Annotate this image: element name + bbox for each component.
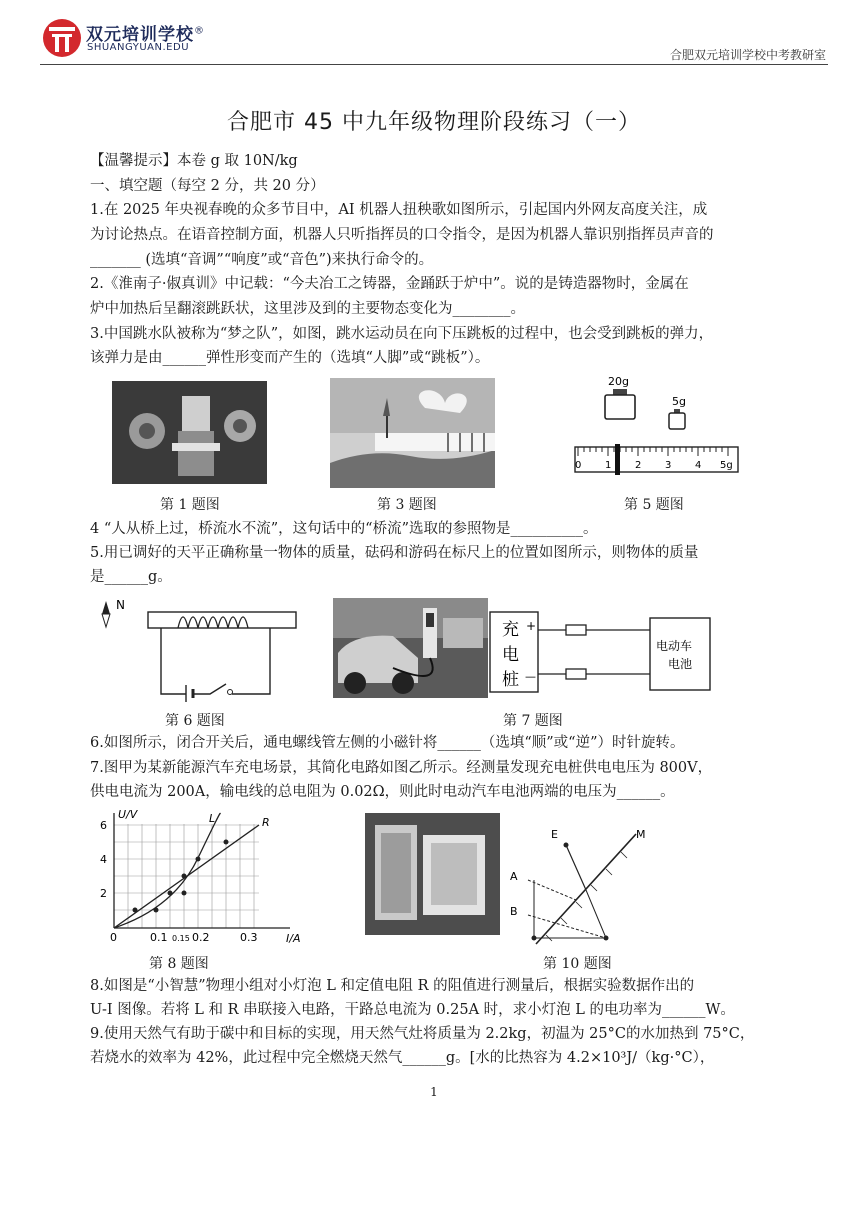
north-label: N xyxy=(116,598,125,612)
header-divider xyxy=(40,64,828,65)
question-5-line-1: 5.用已调好的天平正确称量一物体的质量，砝码和游码在标尺上的位置如图所示，则物体的质量 xyxy=(90,545,699,561)
mass-label-large: 20g xyxy=(608,375,629,388)
logo-name-en: SHUANGYUAN.EDU xyxy=(87,42,190,53)
charging-circuit-figure xyxy=(488,610,718,696)
scale-tick-2: 2 xyxy=(635,460,642,471)
question-7-line-1: 7.图甲为某新能源汽车充电场景，其简化电路如图乙所示。经测量发现充电桩供电电压为 800V， xyxy=(90,760,713,776)
x-tick-0-3: 0.3 xyxy=(240,931,258,944)
y-tick-2: 2 xyxy=(100,887,107,900)
caption-fig-7: 第 7 题图 xyxy=(503,713,563,729)
x-tick-0-15: 0.15 xyxy=(172,934,190,943)
question-6: 6.如图所示，闭合开关后，通电螺线管左侧的小磁针将______（选填“顺”或“逆”）时针旋转。 xyxy=(90,735,685,751)
question-3-line-1: 3.中国跳水队被称为“梦之队”，如图，跳水运动员在向下压跳板的过程中，也会受到跳板的弹力， xyxy=(90,326,714,342)
school-logo-icon xyxy=(42,18,82,58)
label-r: R xyxy=(262,816,270,829)
question-9-line-2: 若烧水的效率为 42%，此过程中完全燃烧天然气______g。[水的比热容为 4.2×10³J/（kg·°C）， xyxy=(90,1050,715,1066)
axis-label-i: I/A xyxy=(286,932,301,945)
scale-tick-5: 5g xyxy=(720,460,733,471)
question-8-line-1: 8.如图是“小智慧”物理小组对小灯泡 L 和定值电阻 R 的阻值进行测量后，根据实验数据作出的 xyxy=(90,978,695,994)
caption-fig-5: 第 5 题图 xyxy=(624,497,684,513)
x-tick-0-1: 0.1 xyxy=(150,931,168,944)
caption-fig-10: 第 10 题图 xyxy=(543,956,612,972)
y-tick-6: 6 xyxy=(100,819,107,832)
caption-fig-3: 第 3 题图 xyxy=(377,497,437,513)
x-tick-0: 0 xyxy=(110,931,117,944)
label-b: B xyxy=(510,905,518,918)
battery-label-2: 电池 xyxy=(668,657,693,671)
curve-l xyxy=(114,813,220,928)
light-reflection-figure xyxy=(506,820,666,948)
scale-tick-0: 0 xyxy=(575,460,582,471)
question-8-line-2: U-I 图像。若将 L 和 R 串联接入电路，干路总电流为 0.25A 时，求小灯泡 L 的电功率为______W。 xyxy=(90,1002,735,1018)
page-title: 合肥市 45 中九年级物理阶段练习（一） xyxy=(227,110,641,135)
wire-resistor-top xyxy=(566,625,586,635)
battery-label-1: 电动车 xyxy=(656,639,693,653)
x-tick-0-2: 0.2 xyxy=(192,931,210,944)
diving-board-photo xyxy=(330,378,495,488)
solenoid-circuit-figure xyxy=(98,596,298,702)
caption-fig-8: 第 8 题图 xyxy=(149,956,209,972)
question-1-line-2: 为讨论热点。在语音控制方面，机器人只听指挥员的口令指令，是因为机器人靠识别指挥员声音的 xyxy=(90,227,714,243)
balance-scale-figure xyxy=(570,372,740,488)
ui-graph-figure xyxy=(94,808,314,946)
robot-dance-photo xyxy=(112,381,267,484)
mirror-experiment-photo xyxy=(365,813,500,935)
pile-char-1: 充 xyxy=(502,620,519,640)
question-3-line-2: 该弹力是由______弹性形变而产生的（选填“人脚”或“跳板”）。 xyxy=(90,350,490,366)
page-number: 1 xyxy=(430,1085,438,1099)
question-4: 4 “人从桥上过，桥流水不流”，这句话中的“桥流”选取的参照物是__________。 xyxy=(90,521,598,537)
question-2-line-2: 炉中加热后呈翻滚跳跃状，这里涉及到的主要物态变化为________。 xyxy=(90,301,525,317)
caption-fig-6: 第 6 题图 xyxy=(165,713,225,729)
scale-tick-1: 1 xyxy=(605,460,612,471)
minus-terminal: — xyxy=(525,670,536,683)
question-2-line-1: 2.《淮南子·俶真训》中记载：“今夫冶工之铸器，金踊跃于炉中”。说的是铸造器物时，金属在 xyxy=(90,276,689,292)
mass-label-small: 5g xyxy=(672,395,686,408)
question-1-line-3: _______ (选填“音调”“响度”或“音色”)来执行命令的。 xyxy=(90,252,434,268)
compass-needle-south xyxy=(102,614,110,627)
compass-needle-north xyxy=(102,601,110,614)
question-9-line-1: 9.使用天然气有助于碳中和目标的实现，用天然气灶将质量为 2.2kg，初温为 25°C的水加热到 75°C， xyxy=(90,1026,755,1042)
charging-car-photo xyxy=(333,598,488,698)
section-heading: 一、填空题（每空 2 分，共 20 分） xyxy=(90,178,325,194)
y-tick-4: 4 xyxy=(100,853,107,866)
scale-tick-3: 3 xyxy=(665,460,672,471)
scale-tick-4: 4 xyxy=(695,460,702,471)
label-l: L xyxy=(209,812,216,825)
wire-resistor-bottom xyxy=(566,669,586,679)
label-e: E xyxy=(551,828,558,841)
pile-char-3: 桩 xyxy=(502,670,519,690)
plus-terminal: + xyxy=(526,619,537,633)
label-m: M xyxy=(636,828,646,841)
label-a: A xyxy=(510,870,518,883)
question-7-line-2: 供电电流为 200A，输电线的总电阻为 0.02Ω，则此时电动汽车电池两端的电压为______。 xyxy=(90,784,675,800)
question-5-line-2: 是______g。 xyxy=(90,569,172,585)
logo-name-cn: 双元培训学校® xyxy=(86,25,205,45)
header-right-text: 合肥双元培训学校中考教研室 xyxy=(669,48,826,62)
axis-label-u: U/V xyxy=(118,808,138,821)
pile-char-2: 电 xyxy=(502,645,519,665)
question-1-line-1: 1.在 2025 年央视春晚的众多节目中，AI 机器人扭秧歌如图所示，引起国内外网友高度关注，成 xyxy=(90,202,708,218)
caption-fig-1: 第 1 题图 xyxy=(160,497,220,513)
tip-line: 【温馨提示】本卷 g 取 10N/kg xyxy=(90,153,298,169)
